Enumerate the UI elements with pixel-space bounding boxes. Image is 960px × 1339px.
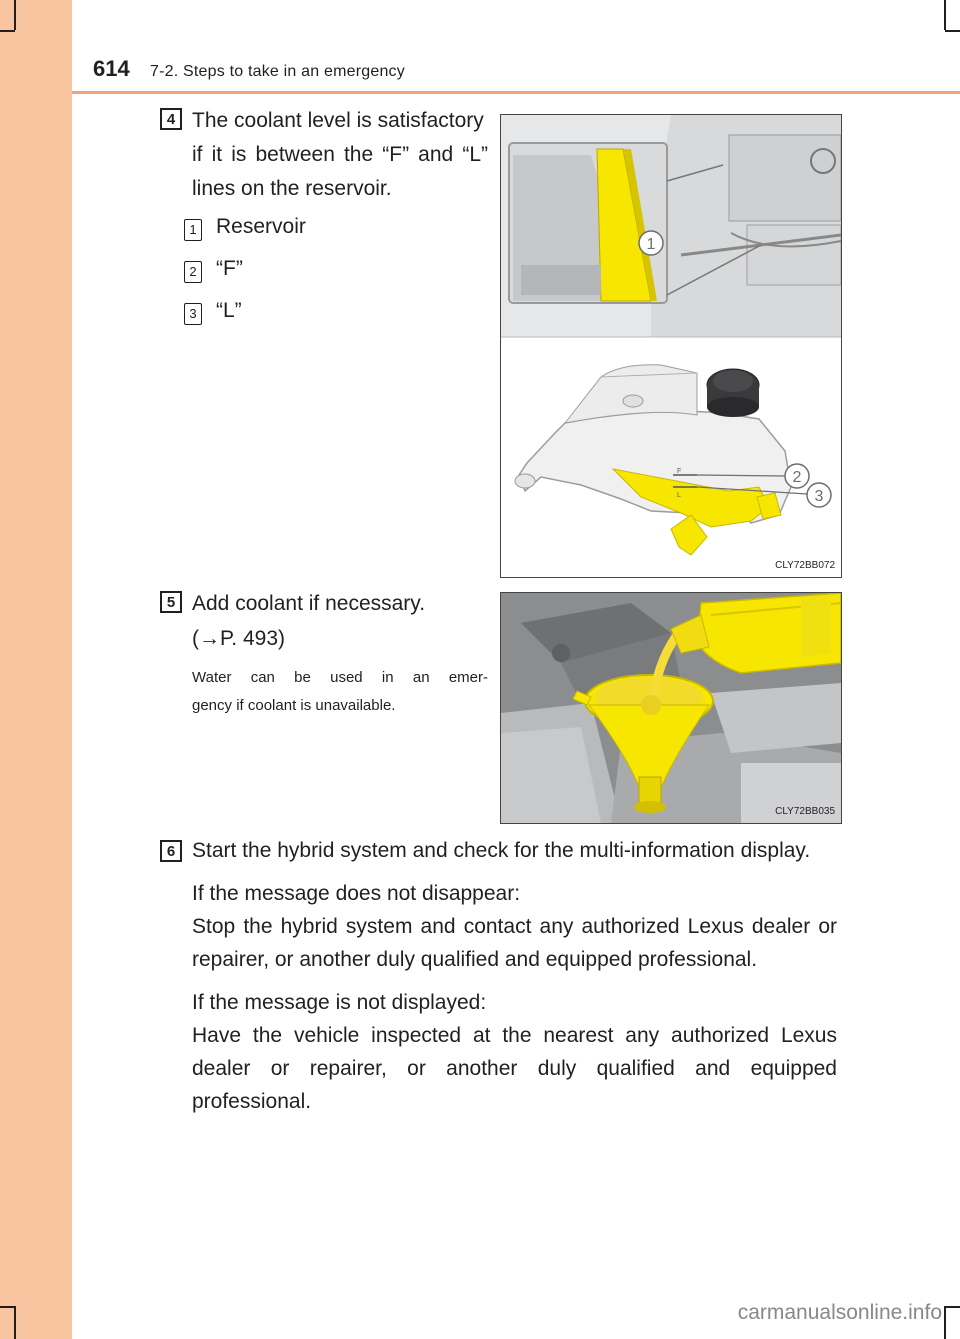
crop-mark-top-right-v bbox=[944, 0, 946, 30]
figure-callout-2: 2 bbox=[792, 469, 802, 486]
crop-mark-top-left-h bbox=[0, 30, 15, 32]
crop-mark-bottom-left-v bbox=[14, 1306, 16, 1339]
step-badge-5: 5 bbox=[160, 591, 182, 613]
item-label-l: “L” bbox=[216, 299, 242, 322]
step5-line-2: (→P. 493) bbox=[192, 627, 285, 650]
section-title: 7-2. Steps to take in an emergency bbox=[150, 63, 405, 80]
step5-note-line-2: gency if coolant is unavailable. bbox=[192, 697, 396, 714]
chapter-sidebar bbox=[0, 0, 72, 1339]
step6-case1-body: Stop the hybrid system and contact any authorized Lexus dealer or repairer, or another duly qualified and equipped professional. bbox=[192, 915, 837, 971]
step4-line-3: lines on the reservoir. bbox=[192, 177, 392, 200]
level-mark-f: F bbox=[677, 468, 682, 475]
figure-code-cly72bb072: CLY72BB072 bbox=[775, 560, 835, 571]
page-number: 614 bbox=[93, 56, 130, 81]
figure-callout-1: 1 bbox=[646, 236, 656, 253]
coolant-reservoir-illustration bbox=[501, 115, 841, 577]
crop-mark-top-right-h bbox=[945, 30, 960, 32]
step6-case2-body: Have the vehicle inspected at the nearest any authorized Lexus dealer or repairer, or another duly qualified and equipped professional. bbox=[192, 1024, 837, 1113]
step-badge-4: 4 bbox=[160, 108, 182, 130]
step4-line-1: The coolant level is satisfactory bbox=[192, 109, 484, 132]
step4-line-2: if it is between the “F” and “L” bbox=[192, 143, 488, 166]
item-label-reservoir: Reservoir bbox=[216, 215, 306, 238]
add-coolant-illustration bbox=[501, 593, 841, 823]
coolant-reservoir-figure bbox=[500, 114, 842, 578]
crop-mark-bottom-left-h bbox=[0, 1306, 15, 1308]
level-mark-l: L bbox=[677, 492, 681, 499]
crop-mark-top-left-v bbox=[14, 0, 16, 30]
header-rule bbox=[72, 91, 960, 94]
step6-case2-heading: If the message is not displayed: bbox=[192, 991, 487, 1014]
item-number-3: 3 bbox=[184, 303, 202, 325]
step6-line-1: Start the hybrid system and check for the multi-information display. bbox=[192, 839, 811, 862]
step-badge-6: 6 bbox=[160, 840, 182, 862]
crop-mark-bottom-right-h bbox=[945, 1306, 960, 1308]
item-number-1: 1 bbox=[184, 219, 202, 241]
figure-callout-3: 3 bbox=[814, 488, 824, 505]
item-number-2: 2 bbox=[184, 261, 202, 283]
step6-case1-heading: If the message does not disappear: bbox=[192, 882, 521, 905]
figure-code-cly72bb035: CLY72BB035 bbox=[775, 806, 835, 817]
step5-line-1: Add coolant if necessary. bbox=[192, 592, 426, 615]
crop-mark-bottom-right-v bbox=[944, 1306, 946, 1339]
site-watermark: carmanualsonline.info bbox=[737, 1301, 942, 1324]
item-label-f: “F” bbox=[216, 257, 243, 280]
step5-note-line-1: Water can be used in an emer- bbox=[192, 669, 488, 686]
add-coolant-figure bbox=[500, 592, 842, 824]
